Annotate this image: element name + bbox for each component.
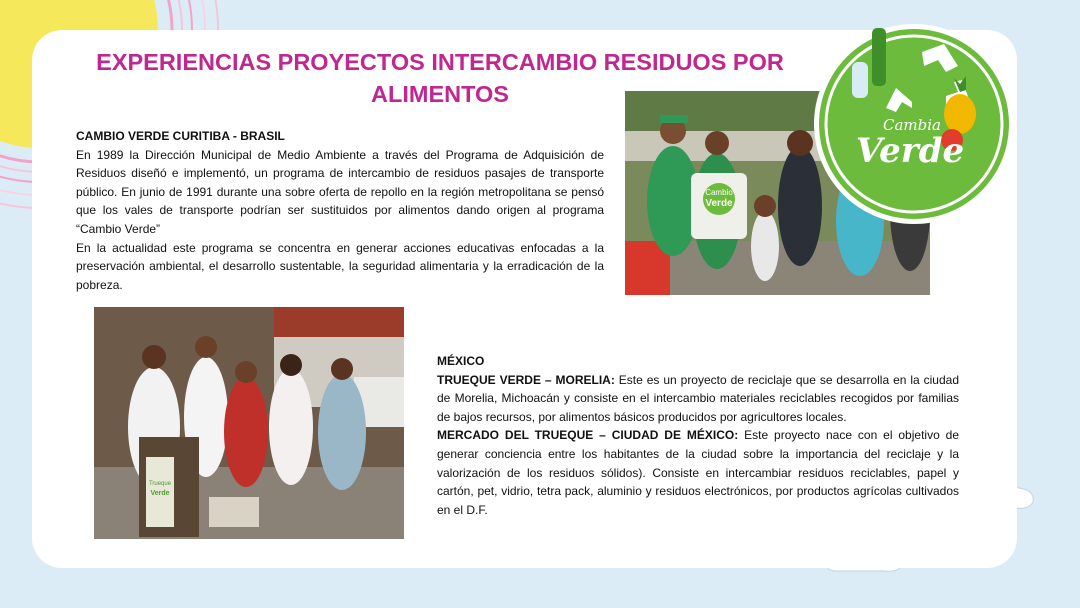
sign-label-line1: Trueque xyxy=(148,481,172,487)
brasil-paragraph-1: En 1989 la Dirección Municipal de Medio Ambiente a través del Programa de Adquisición de Residuos diseñó e implementó, un programa de intercambio de residuos pasajes de transporte público. En junio de 1991 durante una sobre oferta de repollo en la región metropolitana se pensó que los vales de transporte podrían ser sustituidos por alimentos dando origen al programa “Cambio Verde” xyxy=(76,147,604,236)
brasil-paragraph-2: En la actualidad este programa se concentra en generar acciones educativas enfocadas a la preservación ambiental, el desarrollo sustentable, la seguridad alimentaria y la erradicación de la pobreza. xyxy=(76,240,604,292)
slide-title: EXPERIENCIAS PROYECTOS INTERCAMBIO RESIDUOS POR ALIMENTOS xyxy=(96,49,784,107)
logo-text-verde: Verde xyxy=(855,131,965,171)
photo-trueque-verde-group xyxy=(94,307,404,539)
cambia-verde-logo xyxy=(812,22,1017,227)
mexico-section xyxy=(437,352,959,519)
mexico-item-mercado-trueque xyxy=(437,426,959,519)
mexico-item-trueque-verde xyxy=(437,371,959,427)
mexico-heading: MÉXICO xyxy=(437,354,485,368)
brasil-section xyxy=(76,127,604,294)
logo-text-cambia: Cambia xyxy=(883,116,941,134)
sign-label-line2: Verde xyxy=(150,490,170,497)
bag-label-line2: Verde xyxy=(705,198,733,209)
trueque-verde-label: TRUEQUE VERDE – MORELIA: xyxy=(437,372,615,387)
mercado-trueque-text: Este proyecto nace con el objetivo de generar conciencia entre los habitantes de la ciudad sobre la importancia del reciclaje y la valorización de los residuos sólidos). Consiste en intercambiar residuos reciclables, papel y cartón, pet, vidrio, tetra pack, aluminio y residuos electrónicos, por productos agrícolas cultivados en el D.F. xyxy=(437,428,959,517)
trueque-verde-text: Este es un proyecto de reciclaje que se desarrolla en la ciudad de Morelia, Michoacán y consiste en el intercambio materiales reciclables recogidos por familias de bajos recursos, por alimentos básicos producidos por agricultores locales. xyxy=(437,372,959,424)
brasil-heading: CAMBIO VERDE CURITIBA - BRASIL xyxy=(76,129,285,143)
bag-label-line1: Cambio xyxy=(705,188,733,197)
mercado-trueque-label: MERCADO DEL TRUEQUE – CIUDAD DE MÉXICO: xyxy=(437,428,739,443)
